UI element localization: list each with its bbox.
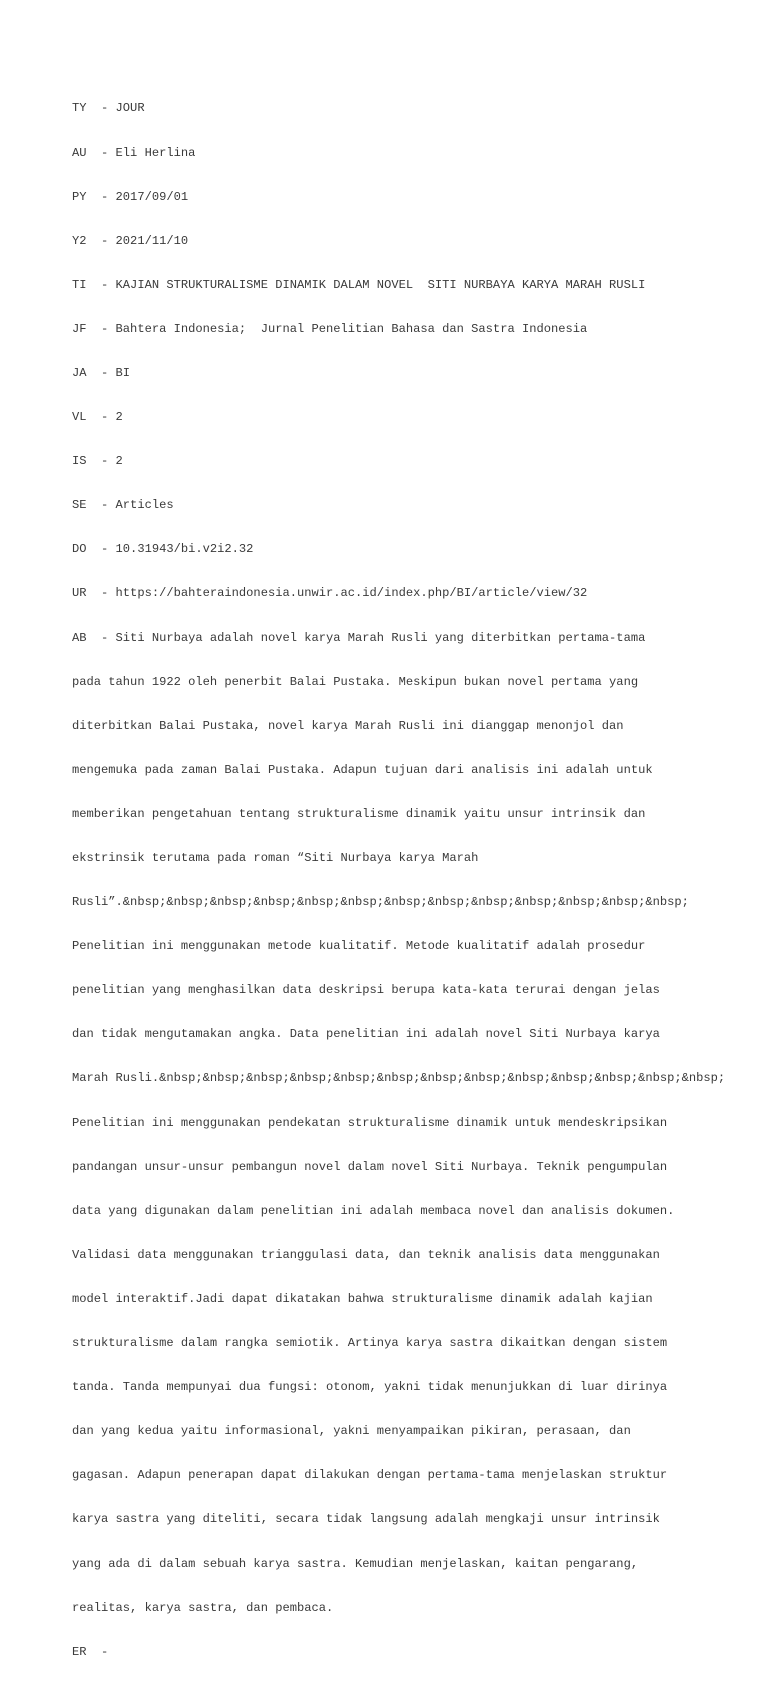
ris-line-volume: VL - 2 <box>72 410 123 425</box>
ris-line-doi: DO - 10.31943/bi.v2i2.32 <box>72 542 254 557</box>
abstract-line: dan tidak mengutamakan angka. Data penelitian ini adalah novel Siti Nurbaya karya <box>72 1027 660 1042</box>
ris-line-abstract: AB - Siti Nurbaya adalah novel karya Marah Rusli yang diterbitkan pertama-tama <box>72 630 646 645</box>
abstract-line: mengemuka pada zaman Balai Pustaka. Adapun tujuan dari analisis ini adalah untuk <box>72 762 653 777</box>
abstract-line: dan yang kedua yaitu informasional, yakni menyampaikan pikiran, perasaan, dan <box>72 1424 631 1439</box>
abstract-line: pandangan unsur-unsur pembangun novel dalam novel Siti Nurbaya. Teknik pengumpulan <box>72 1159 668 1174</box>
abstract-line: Penelitian ini menggunakan metode kualitatif. Metode kualitatif adalah prosedur <box>72 939 646 954</box>
ris-line-author: AU - Eli Herlina <box>72 145 196 160</box>
ris-citation-text <box>72 72 726 1689</box>
ris-line-journal: JF - Bahtera Indonesia; Jurnal Penelitian Bahasa dan Sastra Indonesia <box>72 321 588 336</box>
ris-line-access-date: Y2 - 2021/11/10 <box>72 233 189 248</box>
abstract-line: karya sastra yang diteliti, secara tidak langsung adalah mengkaji unsur intrinsik <box>72 1512 660 1527</box>
abstract-line: realitas, karya sastra, dan pembaca. <box>72 1600 334 1615</box>
abstract-line: Rusli”.&nbsp;&nbsp;&nbsp;&nbsp;&nbsp;&nbsp;&nbsp;&nbsp;&nbsp;&nbsp;&nbsp;&nbsp;&nbsp; <box>72 895 689 910</box>
ris-line-end-record: ER - <box>72 1644 116 1659</box>
ris-line-journal-abbrev: JA - BI <box>72 365 131 380</box>
abstract-line: pada tahun 1922 oleh penerbit Balai Pustaka. Meskipun bukan novel pertama yang <box>72 674 639 689</box>
abstract-line: yang ada di dalam sebuah karya sastra. Kemudian menjelaskan, kaitan pengarang, <box>72 1556 639 1571</box>
abstract-line: memberikan pengetahuan tentang strukturalisme dinamik yaitu unsur intrinsik dan <box>72 806 646 821</box>
abstract-line: diterbitkan Balai Pustaka, novel karya Marah Rusli ini dianggap menonjol dan <box>72 718 624 733</box>
ris-line-type: TY - JOUR <box>72 101 145 116</box>
abstract-line: gagasan. Adapun penerapan dapat dilakukan dengan pertama-tama menjelaskan struktur <box>72 1468 668 1483</box>
abstract-line: Marah Rusli.&nbsp;&nbsp;&nbsp;&nbsp;&nbsp;&nbsp;&nbsp;&nbsp;&nbsp;&nbsp;&nbsp;&nbsp;&nbsp; <box>72 1071 726 1086</box>
abstract-line: Penelitian ini menggunakan pendekatan strukturalisme dinamik untuk mendeskripsikan <box>72 1115 668 1130</box>
abstract-line: data yang digunakan dalam penelitian ini adalah membaca novel dan analisis dokumen. <box>72 1203 675 1218</box>
abstract-line: penelitian yang menghasilkan data deskripsi berupa kata-kata terurai dengan jelas <box>72 983 660 998</box>
ris-line-issue: IS - 2 <box>72 454 123 469</box>
ris-line-title: TI - KAJIAN STRUKTURALISME DINAMIK DALAM NOVEL SITI NURBAYA KARYA MARAH RUSLI <box>72 277 646 292</box>
ris-line-publication-year: PY - 2017/09/01 <box>72 189 189 204</box>
ris-line-url: UR - https://bahteraindonesia.unwir.ac.id/index.php/BI/article/view/32 <box>72 586 588 601</box>
document-page <box>72 72 726 1689</box>
abstract-line: ekstrinsik terutama pada roman “Siti Nurbaya karya Marah <box>72 851 479 865</box>
abstract-line: strukturalisme dalam rangka semiotik. Artinya karya sastra dikaitkan dengan sistem <box>72 1336 668 1351</box>
abstract-line: tanda. Tanda mempunyai dua fungsi: otonom, yakni tidak menunjukkan di luar dirinya <box>72 1380 668 1395</box>
abstract-line: model interaktif.Jadi dapat dikatakan bahwa strukturalisme dinamik adalah kajian <box>72 1291 653 1306</box>
ris-line-section: SE - Articles <box>72 498 174 513</box>
abstract-line: Validasi data menggunakan trianggulasi data, dan teknik analisis data menggunakan <box>72 1247 660 1262</box>
